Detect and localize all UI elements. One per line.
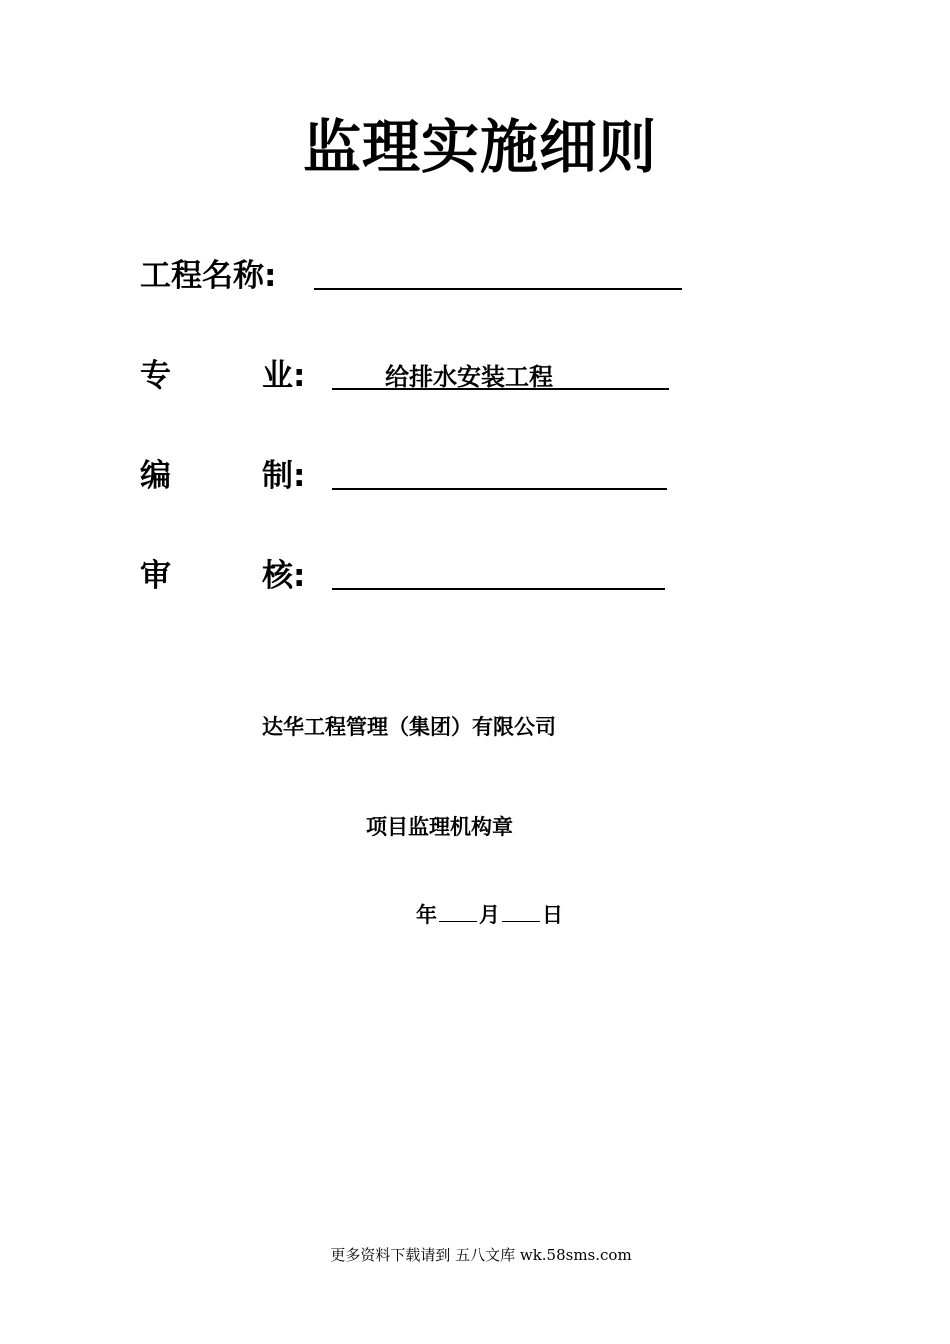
- reviewed-by-label-left: 审: [140, 558, 171, 594]
- specialty-label-right: 业:: [262, 358, 306, 394]
- seal-text: 项目监理机构章: [366, 815, 513, 839]
- compiled-by-line: [332, 488, 667, 490]
- date-day: 日: [542, 903, 563, 927]
- day-blank: [502, 901, 540, 922]
- date-row: [416, 900, 563, 930]
- date-year: 年: [416, 903, 437, 927]
- specialty-label-left: 专: [140, 358, 171, 394]
- compiled-by-label-left: 编: [140, 458, 171, 494]
- month-blank: [439, 901, 477, 922]
- specialty-value: 给排水安装工程: [385, 363, 553, 391]
- date-month: 月: [479, 903, 500, 927]
- project-name-label: 工程名称:: [140, 258, 277, 294]
- project-name-line: [314, 288, 682, 290]
- reviewed-by-label-right: 核:: [262, 558, 306, 594]
- compiled-by-label-right: 制:: [262, 458, 306, 494]
- document-title: 监理实施细则: [302, 113, 657, 181]
- reviewed-by-line: [332, 588, 665, 590]
- company-name: 达华工程管理（集团）有限公司: [262, 715, 556, 739]
- footer-download-note: 更多资料下载请到 五八文库 wk.58sms.com: [330, 1246, 632, 1264]
